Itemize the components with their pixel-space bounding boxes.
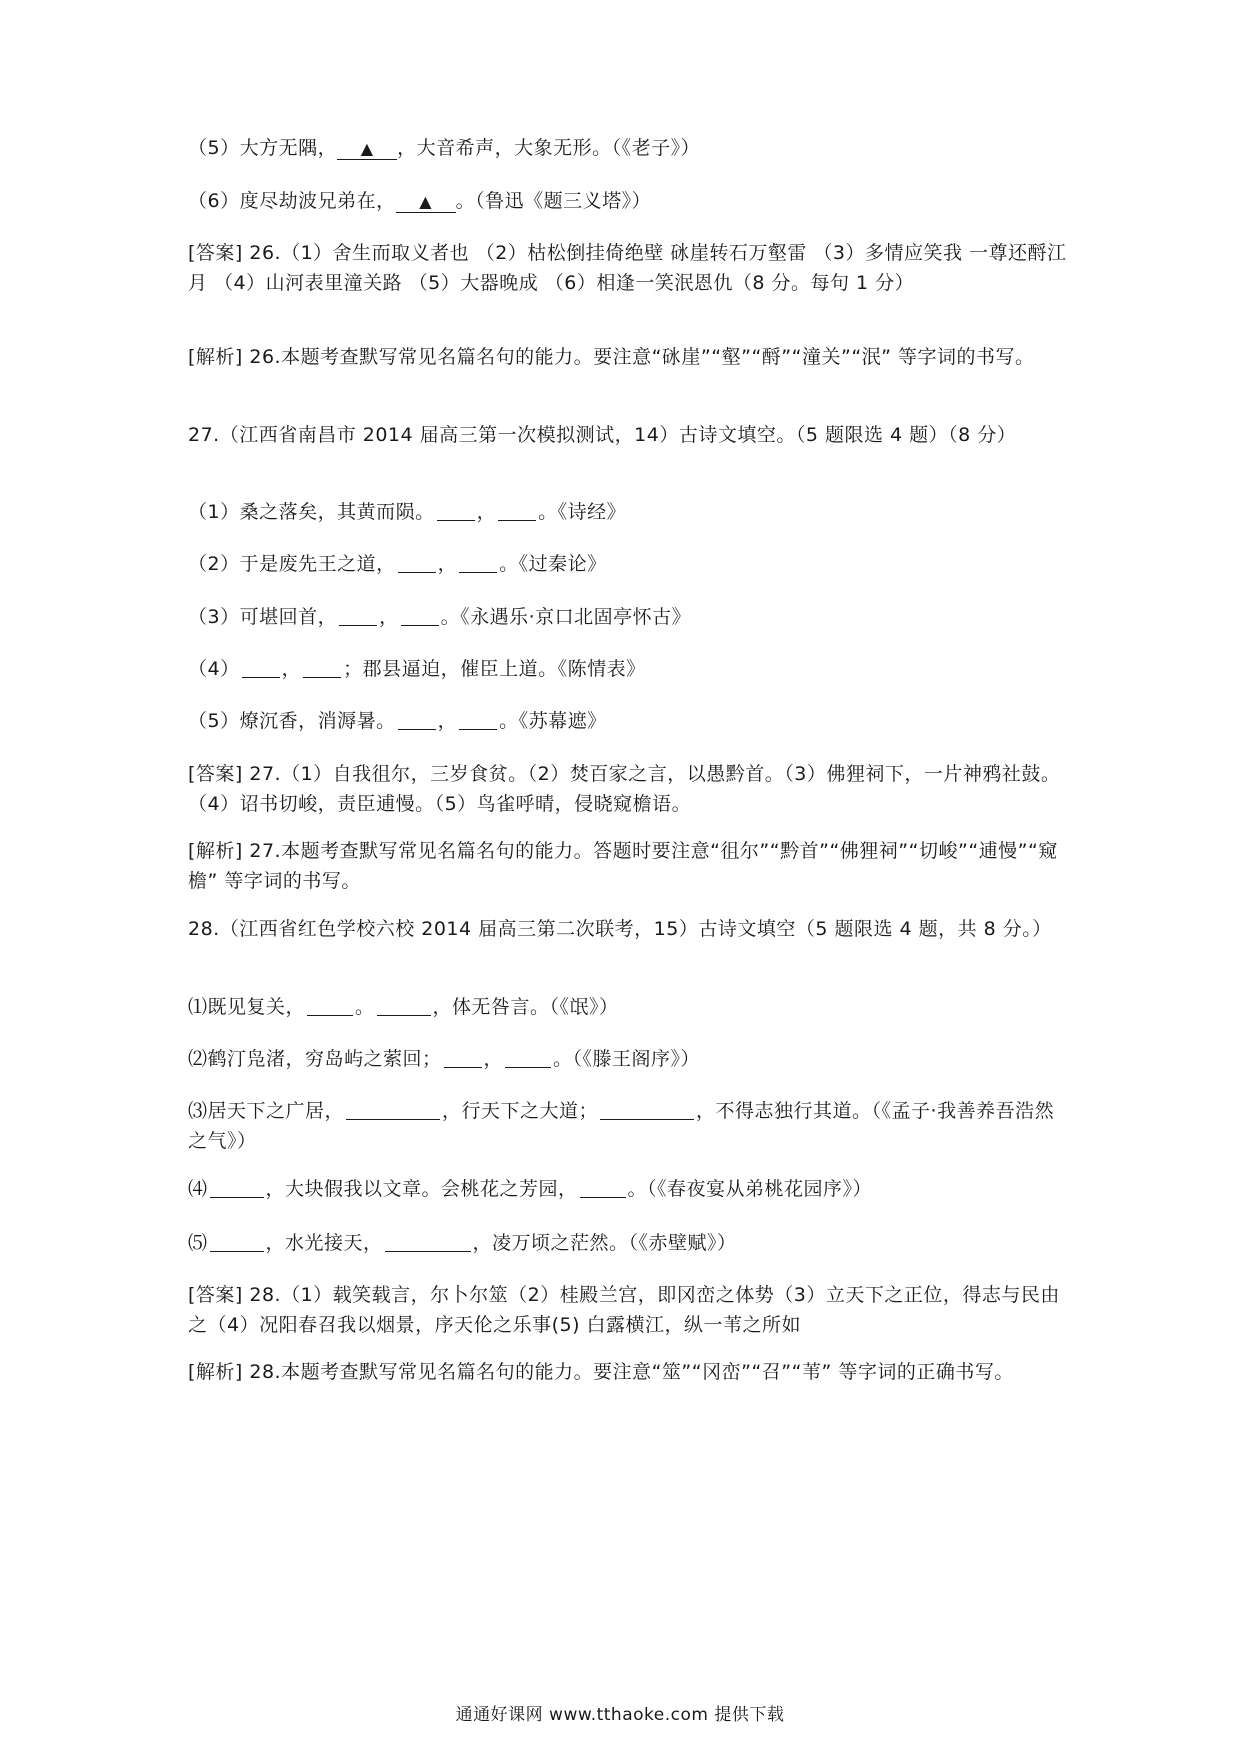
- question-text: ，水光接天，: [265, 1232, 383, 1254]
- question-27-3: [188, 602, 1068, 632]
- answer-blank: [339, 605, 377, 626]
- question-text: ，大块假我以文章。会桃花之芳园，: [265, 1178, 578, 1200]
- question-text: ，不得志独行其道。（《孟子·我善养吾浩然之气》）: [188, 1100, 1055, 1152]
- question-text: （5）大方无隅，: [188, 137, 338, 159]
- question-text: （2）于是废先王之道，: [188, 553, 396, 575]
- question-text: ；郡县逼迫，催臣上道。《陈情表》: [343, 658, 646, 680]
- question-text: 。《永遇乐·京口北固亭怀古》: [440, 606, 692, 628]
- analysis-26: [解析] 26.本题考查默写常见名篇名句的能力。要注意“砯崖”“壑”“酹”“潼关”“泯” 等字词的书写。: [188, 346, 1035, 368]
- answer-blank: [303, 657, 341, 678]
- question-text: 。《过秦论》: [499, 553, 607, 575]
- question-text: ⑸: [188, 1232, 208, 1254]
- answer-blank: [398, 552, 436, 573]
- answer-26: [答案] 26.（1）舍生而取义者也 （2）枯松倒挂倚绝壁 砯崖转石万壑雷 （3）多情应笑我 一尊还酹江月 （4）山河表里潼关路 （5）大器晚成 （6）相逢一笑泯恩仇（8 分。每句 1 分）: [188, 242, 1067, 294]
- answer-blank: [401, 605, 439, 626]
- question-text: ，行天下之大道；: [442, 1100, 599, 1122]
- question-text: （1）桑之落矣，其黄而陨。: [188, 501, 435, 523]
- question-text: ，凌万顷之茫然。（《赤壁赋》）: [472, 1232, 737, 1254]
- question-text: （4）: [188, 658, 240, 680]
- blank-marker: ▲: [396, 192, 456, 213]
- answer-blank: [600, 1099, 694, 1120]
- question-text: 。: [355, 996, 375, 1018]
- analysis-28: [解析] 28.本题考查默写常见名篇名句的能力。要注意“筮”“冈峦”“召”“苇” 等字词的正确书写。: [188, 1361, 1014, 1383]
- question-text: ⑶居天下之广居，: [188, 1100, 345, 1122]
- answer-blank: [498, 500, 536, 521]
- question-26-6: [188, 186, 1068, 216]
- question-text: （5）燎沉香，消溽暑。: [188, 710, 396, 732]
- question-text: ⑵鹤汀凫渚，穷岛屿之萦回；: [188, 1048, 442, 1070]
- question-27-heading: 27.（江西省南昌市 2014 届高三第一次模拟测试，14）古诗文填空。（5 题限选 4 题）（8 分）: [188, 424, 1017, 446]
- answer-blank: [242, 657, 280, 678]
- question-text: ⑴既见复关，: [188, 996, 306, 1018]
- question-28-3: [188, 1096, 1068, 1156]
- question-28-1: [188, 992, 1068, 1022]
- question-28-4: [188, 1174, 1068, 1204]
- question-text: ，: [483, 1048, 504, 1070]
- question-text: ，: [476, 501, 497, 523]
- question-text: （3）可堪回首，: [188, 606, 338, 628]
- answer-27: [答案] 27.（1）自我徂尔，三岁食贫。（2）焚百家之言，以愚黔首。（3）佛狸祠下，一片神鸦社鼓。（4）诏书切峻，责臣逋慢。（5）鸟雀呼晴，侵晓窥檐语。: [188, 763, 1061, 815]
- answer-blank: [210, 1231, 264, 1252]
- answer-blank: [307, 995, 353, 1016]
- question-text: 。（鲁迅《题三义塔》）: [455, 190, 652, 212]
- question-text: ⑷: [188, 1178, 208, 1200]
- answer-blank: [580, 1177, 626, 1198]
- analysis-27: [解析] 27.本题考查默写常见名篇名句的能力。答题时要注意“徂尔”“黔首”“佛狸祠”“切峻”“逋慢”“窥檐” 等字词的书写。: [188, 840, 1058, 892]
- question-text: ，大音希声，大象无形。（《老子》）: [397, 137, 701, 159]
- answer-blank: [505, 1047, 551, 1068]
- question-text: ，: [437, 710, 458, 732]
- answer-28: [答案] 28.（1）载笑载言，尔卜尔筮（2）桂殿兰宫，即冈峦之体势（3）立天下之正位，得志与民由之（4）况阳春召我以烟景，序天伦之乐事(5) 白露横江，纵一苇之所如: [188, 1284, 1060, 1336]
- answer-blank: [346, 1099, 440, 1120]
- answer-blank: [444, 1047, 482, 1068]
- question-text: 。（《春夜宴从弟桃花园序》）: [627, 1178, 873, 1200]
- page-footer: 通通好课网 www.tthaoke.com 提供下载: [455, 1705, 785, 1725]
- question-text: 。《诗经》: [538, 501, 627, 523]
- question-text: ，: [281, 658, 302, 680]
- answer-blank: [398, 709, 436, 730]
- question-28-5: [188, 1228, 1068, 1258]
- answer-blank: [210, 1177, 264, 1198]
- question-27-2: [188, 549, 1068, 579]
- question-27-4: [188, 654, 1068, 684]
- question-27-5: [188, 706, 1068, 736]
- question-text: ，: [379, 606, 399, 628]
- question-text: （6）度尽劫波兄弟在，: [188, 190, 396, 212]
- answer-blank: [385, 1231, 471, 1252]
- blank-marker: ▲: [337, 139, 397, 160]
- question-28-2: [188, 1044, 1068, 1074]
- answer-blank: [459, 709, 497, 730]
- question-text: ，体无咎言。（《氓》）: [432, 996, 619, 1018]
- answer-blank: [377, 995, 431, 1016]
- question-text: 。（《滕王阁序》）: [553, 1048, 701, 1070]
- question-26-5: [188, 133, 1068, 163]
- answer-blank: [437, 500, 475, 521]
- question-28-heading: 28.（江西省红色学校六校 2014 届高三第二次联考，15）古诗文填空（5 题限选 4 题，共 8 分。）: [188, 918, 1052, 940]
- question-text: 。《苏幕遮》: [499, 710, 607, 732]
- question-text: ，: [437, 553, 458, 575]
- question-27-1: [188, 497, 1068, 527]
- answer-blank: [459, 552, 497, 573]
